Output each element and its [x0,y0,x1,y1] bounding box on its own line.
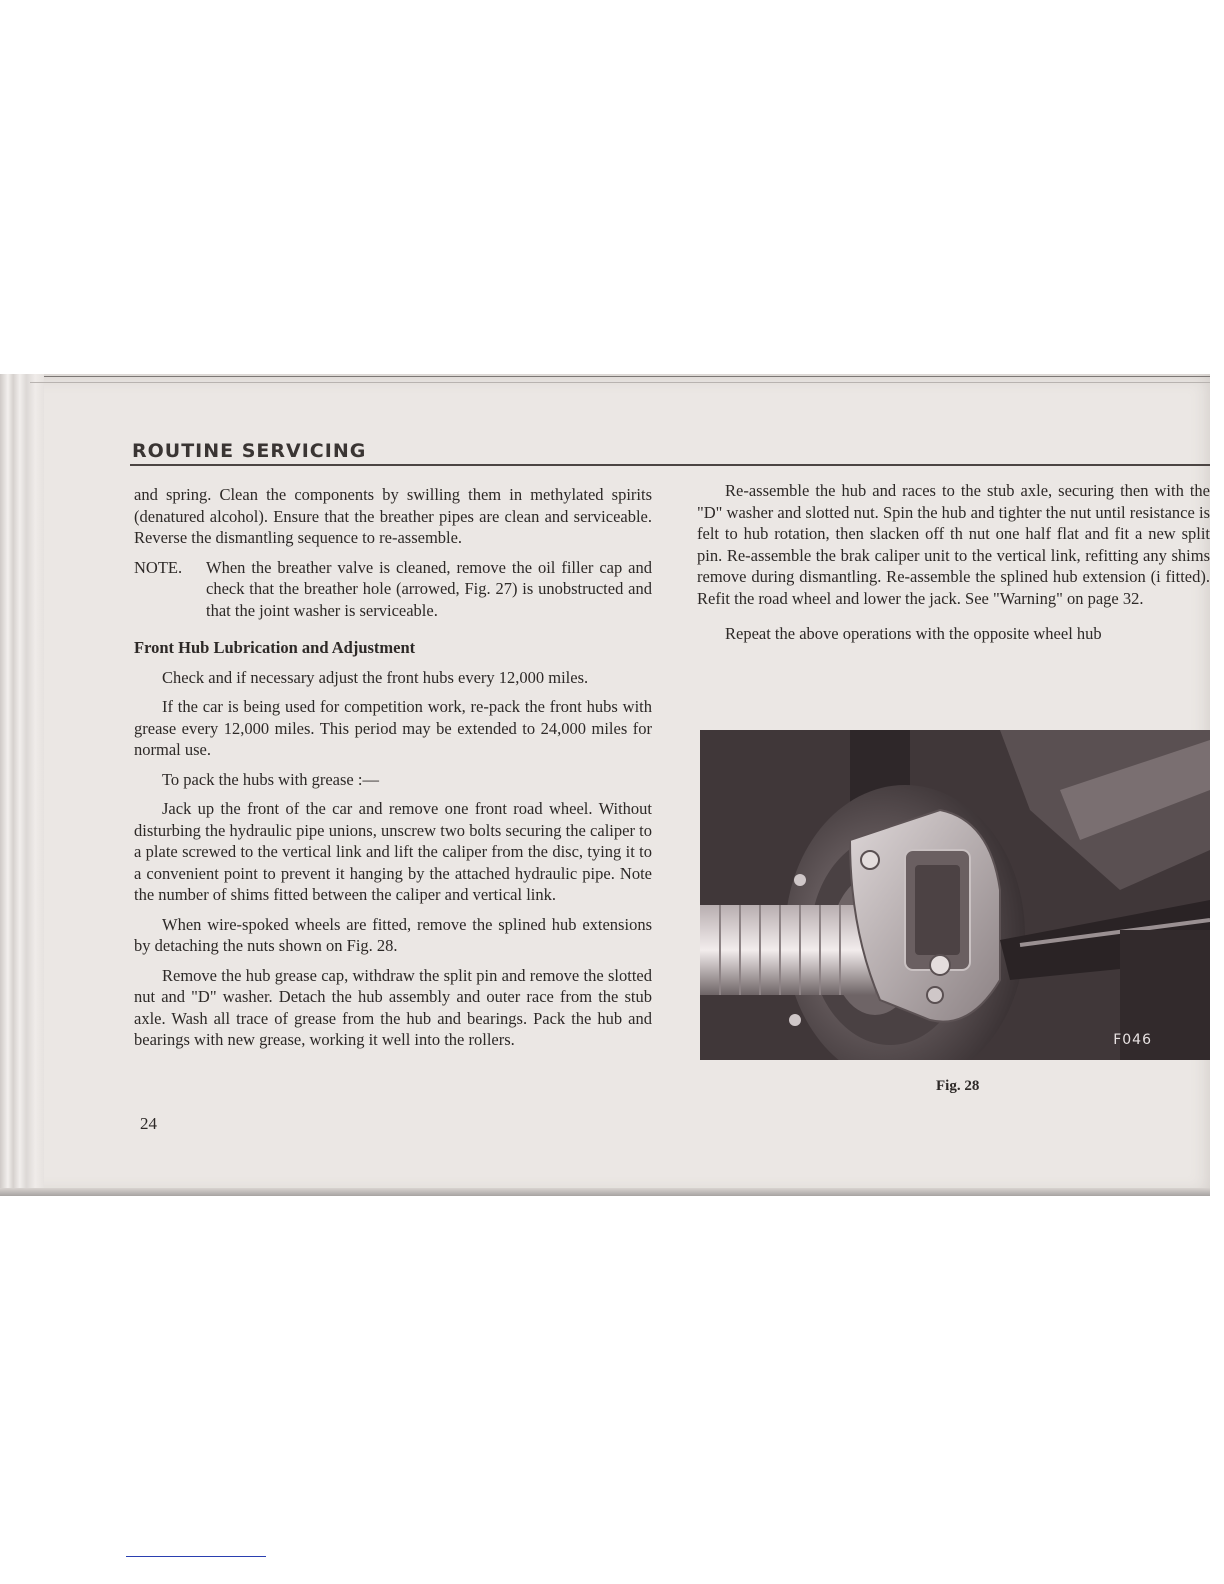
left-column [134,484,652,1059]
paragraph-pack-intro: To pack the hubs with grease :— [162,769,379,789]
page-number: 24 [140,1114,157,1133]
right-column [697,480,1210,659]
paragraph-breather-cleaning: and spring. Clean the components by swilling them in methylated spirits (denatured alcohol). Ensure that the breather pipes are clean and serviceable. Reverse the dismantling sequence to re-assemble. [134,485,652,547]
page-bottom-edge [0,1188,1210,1196]
paragraph-jack-up: Jack up the front of the car and remove one front road wheel. Without disturbing the hydraulic pipe unions, unscrew two bolts securing the caliper to a plate screwed to the vertical link and lift the caliper from the disc, tying it to a convenient point to prevent it hanging by the attached hydraulic pipe. Note the number of shims fitted between the caliper and vertical link. [134,799,652,904]
section-header-title: ROUTINE SERVICING [132,440,367,462]
note-text: When the breather valve is cleaned, remove the oil filler cap and check that the breather hole (arrowed, Fig. 27) is unobstructed and that the joint washer is serviceable. [206,557,652,620]
header-rule [130,464,1210,466]
figure-photo-brake-caliper [700,730,1210,1060]
paragraph-competition: If the car is being used for competition work, re-pack the front hubs with grease every 12,000 miles. This period may be extended to 24,000 miles for normal use. [134,697,652,759]
paragraph-wire-spoked: When wire-spoked wheels are fitted, remove the splined hub extensions by detaching the nuts shown on Fig. 28. [134,914,652,955]
paragraph-repeat: Repeat the above operations with the opposite wheel hub [725,624,1102,643]
scan-artifact-line [126,1556,266,1557]
page-top-edge-secondary [30,382,1210,383]
subheading-front-hub: Front Hub Lubrication and Adjustment [134,638,416,657]
book-page-edges [0,374,44,1196]
note-block [134,557,652,622]
photo-reference-code: F046 [1113,1032,1152,1048]
paragraph-check-interval: Check and if necessary adjust the front hubs every 12,000 miles. [162,667,589,687]
photo-illustration [700,730,1210,1060]
figure-caption: Fig. 28 [936,1078,980,1094]
paragraph-remove-hub: Remove the hub grease cap, withdraw the split pin and remove the slotted nut and "D" washer. Detach the hub assembly and outer race from the stub axle. Wash all trace of grease from the hub and bearings. Pack the hub and bearings with new grease, working it well into the rollers. [134,965,652,1049]
paragraph-reassemble: Re-assemble the hub and races to the stub axle, securing then with the "D" washer and slotted nut. Spin the hub and tighter the nut until resistance is felt to hub rotation, then slacken off th nut one half flat and fit a new split pin. Re-assemble the brak caliper unit to the vertical link, refitting any shims remove during dismantling. Re-assemble the splined hub extension (i fitted). Refit the road wheel and lower the jack. See "Warning" on page 32. [697,481,1210,608]
note-label: NOTE. [134,557,183,577]
page-top-edge [44,376,1210,377]
